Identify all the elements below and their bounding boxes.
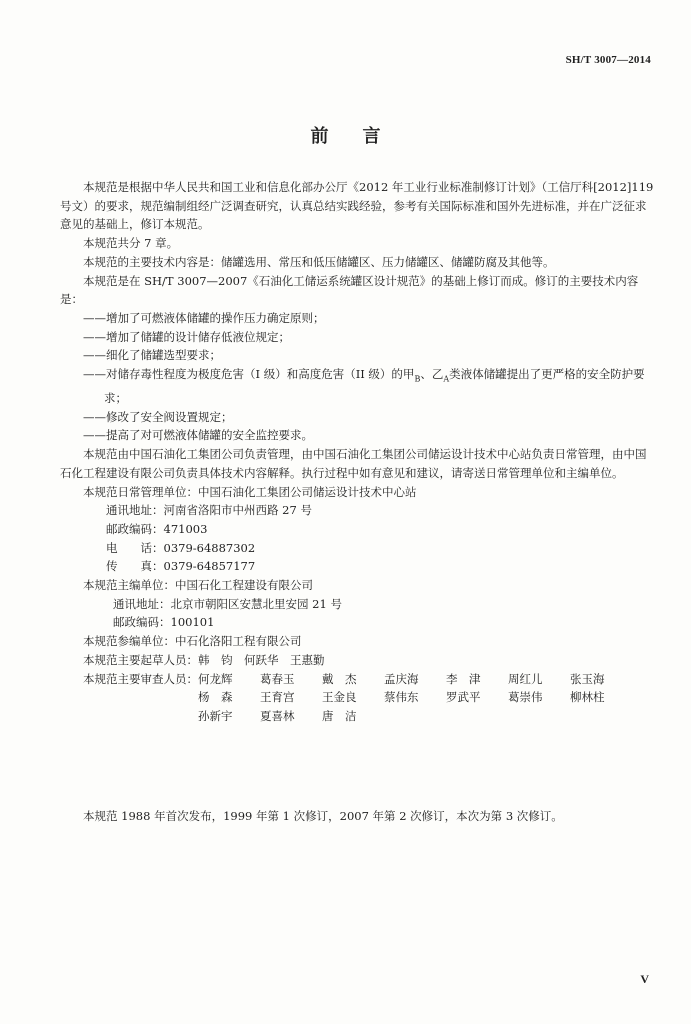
reviewer-name: 孙新宇: [198, 708, 233, 723]
reviewer-name: 王金良: [322, 690, 357, 705]
mgmt-fax: 传 真：0379-64857177: [106, 559, 256, 574]
reviewer-name: 周红儿: [508, 671, 543, 686]
reviewer-name: 葛春玉: [260, 671, 295, 686]
reviewer-list: [198, 670, 634, 726]
page-title: 前言: [310, 126, 415, 147]
reviewer-name: 杨 森: [198, 690, 233, 705]
revision-history: 本规范 1988 年首次发布，1999 年第 1 次修订，2007 年第 2 次修订，本次为第 3 次修订。: [83, 809, 563, 823]
reviewer-name: 张玉海: [570, 671, 605, 686]
revision-item-text: ——对储存毒性程度为极度危害（I 级）和高度危害（II 级）的甲: [83, 367, 415, 382]
reviewer-name: 夏喜林: [260, 708, 295, 723]
reviewers-label: 本规范主要审查人员：: [83, 671, 198, 686]
revision-item: ——修改了安全阀设置规定；: [83, 409, 233, 424]
reviewer-name: 王育宫: [260, 690, 295, 705]
foreword-body: [60, 178, 656, 726]
revision-item: ——增加了储罐的设计储存低液位规定；: [83, 329, 290, 344]
reviewer-name: 蔡伟东: [384, 690, 419, 705]
class-subscript: B: [414, 374, 421, 384]
revision-item-text: 、乙: [420, 367, 444, 382]
revision-item: ——细化了储罐选型要求；: [83, 348, 221, 363]
reviewer-name: 柳林柱: [570, 690, 605, 705]
revision-item: ——提高了对可燃液体储罐的安全监控要求。: [83, 428, 313, 443]
paragraph-chapters: 本规范共分 7 章。: [83, 236, 179, 251]
page-number: V: [640, 972, 649, 986]
reviewer-name: 李 津: [446, 671, 481, 686]
mgmt-unit: 本规范日常管理单位：中国石油化工集团公司储运设计技术中心站: [83, 484, 417, 499]
editor-unit: 本规范主编单位：中国石化工程建设有限公司: [83, 578, 313, 593]
paragraph-basis: 本规范是根据中华人民共和国工业和信息化部办公厅《2012 年工业行业标准制修订计划》（工信厅科[2012]119 号文）的要求，规范编制组经广泛调查研究，认真总结实践经验，参考有关国际标准和国外先进标准，并在广泛征求意见的基础上，修订本规范。: [60, 180, 654, 232]
drafters: 本规范主要起草人员：韩 钧 何跃华 王惠勤: [83, 652, 325, 667]
mgmt-phone: 电 话：0379-64887302: [106, 540, 256, 555]
mgmt-address: 通讯地址：河南省洛阳市中州西路 27 号: [106, 503, 312, 518]
reviewer-name: 葛崇伟: [508, 690, 543, 705]
participant-unit: 本规范参编单位：中石化洛阳工程有限公司: [83, 634, 302, 649]
standard-code: SH/T 3007—2014: [565, 54, 651, 66]
revision-item: ——增加了可燃液体储罐的操作压力确定原则；: [83, 310, 325, 325]
reviewer-name: 戴 杰: [322, 671, 357, 686]
reviewer-name: 何龙辉: [198, 671, 233, 686]
paragraph-management: 本规范由中国石油化工集团公司负责管理，由中国石油化工集团公司储运设计技术中心站负责日常管理，由中国石化工程建设有限公司负责具体技术内容解释。执行过程中如有意见和建议，请寄送日常管理单位和主编单位。: [60, 447, 647, 480]
reviewer-name: 孟庆海: [384, 671, 419, 686]
reviewer-name: 罗武平: [446, 690, 481, 705]
paragraph-revision-basis: 本规范是在 SH/T 3007—2007《石油化工储运系统罐区设计规范》的基础上修订而成。修订的主要技术内容是：: [60, 273, 639, 307]
editor-address: 通讯地址：北京市朝阳区安慧北里安园 21 号: [113, 596, 342, 611]
paragraph-main-content: 本规范的主要技术内容是：储罐选用、常压和低压储罐区、压力储罐区、储罐防腐及其他等。: [83, 254, 555, 269]
mgmt-postcode: 邮政编码：471003: [106, 521, 208, 536]
class-subscript: A: [443, 374, 450, 384]
reviewer-name: 唐 洁: [322, 708, 357, 723]
editor-postcode: 邮政编码：100101: [113, 615, 215, 630]
reviewers: [60, 670, 656, 726]
revision-item: [60, 365, 656, 408]
revision-item-text: 类液体储罐提出了更严格的安全防护要求；: [104, 367, 645, 406]
